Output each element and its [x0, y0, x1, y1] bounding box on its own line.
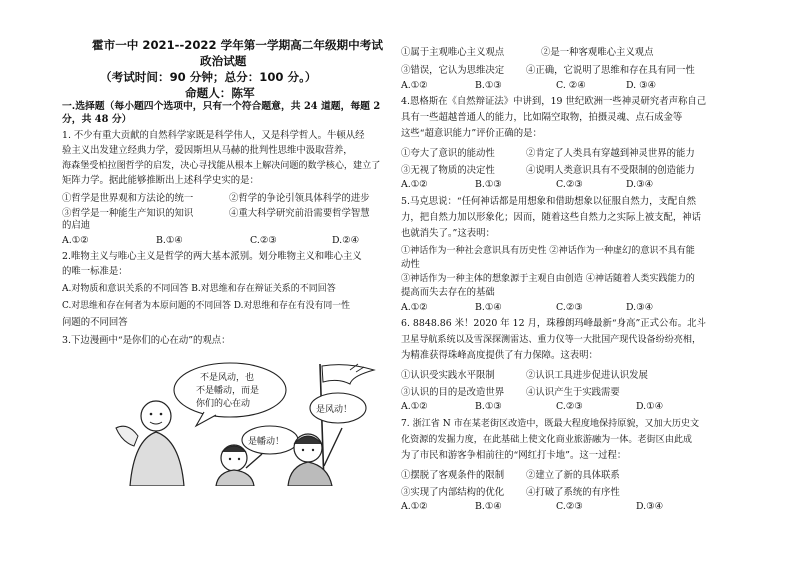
q7-choice-b[interactable]: B.①④	[475, 501, 502, 512]
q1-line-2: 验主义出发建立经典力学，爱因斯坦从马赫的批判性思维中汲取营养，	[62, 145, 353, 156]
q5-option-4-cont: 提高而失去存在的基础	[401, 287, 495, 298]
bubble-text-1c: 你们的心在动	[196, 399, 251, 409]
bubble-text-1a: 不是风动，也	[200, 373, 255, 383]
q2-line-1: 2.唯物主义与唯心主义是哲学的两大基本派别。划分唯物主义和唯心主义	[62, 251, 362, 262]
q4-line-2: 具有一些超越普通人的能力，比如隔空取物，拍摄灵魂、点石成金等	[401, 112, 683, 123]
q7-option-1: ①摆脱了客观条件的限制	[401, 470, 505, 481]
q4-line-3: 这些“超意识能力”评价正确的是：	[401, 128, 542, 139]
author-line: 命题人：陈军	[185, 86, 255, 100]
q5-line-1: 5.马克思说：“任何神话都是用想象和借助想象以征服自然力，支配自然	[401, 196, 696, 207]
q3-option-2: ②是一种客观唯心主义观点	[541, 47, 654, 58]
q4-choice-c[interactable]: C.②③	[556, 179, 583, 190]
q1-option-1: ①哲学是世界观和方法论的统一	[62, 193, 194, 204]
q7-choice-c[interactable]: C.②③	[556, 501, 583, 512]
q1-choice-b[interactable]: B.①④	[156, 235, 183, 246]
q5-line-3: 也就消失了。”这表明：	[401, 228, 495, 239]
q6-line-1: 6. 8848.86 米！2020 年 12 月，珠穆朗玛峰最新“身高”正式公布。北斗	[401, 318, 706, 329]
q7-option-3: ③实现了内部结构的优化	[401, 487, 505, 498]
q4-choice-a[interactable]: A.①②	[401, 179, 428, 190]
q4-choice-d[interactable]: D.③④	[626, 179, 653, 190]
q3-option-3: ③错误，它认为思维决定	[401, 65, 505, 76]
q3-option-1: ①属于主观唯心主义观点	[401, 47, 505, 58]
q6-choice-a[interactable]: A.①②	[401, 401, 428, 412]
q5-choice-c[interactable]: C.②③	[556, 302, 583, 313]
q4-option-3: ③无视了物质的决定性	[401, 165, 495, 176]
q7-choice-d[interactable]: D.③④	[636, 501, 663, 512]
q5-choice-b[interactable]: B.①④	[475, 302, 502, 313]
q5-option-12: ①神话作为一种社会意识具有历史性 ②神话作为一种虚幻的意识不具有能	[401, 246, 695, 256]
q4-line-1: 4.恩格斯在《自然辩证法》中讲到，19 世纪欧洲一些神灵研究者声称自己	[401, 96, 707, 107]
q6-choice-d[interactable]: D.①④	[636, 401, 663, 412]
q1-option-4-cont: 的启迪	[62, 220, 91, 231]
q3-choice-c[interactable]: C. ②④	[556, 80, 586, 91]
exam-title: 霍市一中 2021--2022 学年第一学期高二年级期中考试	[92, 38, 383, 52]
q1-option-2: ②哲学的争论引领具体科学的进步	[229, 193, 370, 204]
exam-info: （考试时间：90 分钟；总分：100 分。）	[100, 70, 317, 84]
q7-line-1: 7. 浙江省 N 市在某老街区改造中，既最大程度地保持原貌，又加大历史文	[401, 419, 700, 429]
q4-choice-b[interactable]: B.①③	[475, 179, 502, 190]
q6-option-2: ②认识工具进步促进认识发展	[526, 370, 648, 381]
q7-line-2: 化资源的发掘力度，在此基础上使文化商业旅游融为一体。老街区由此成	[401, 435, 693, 445]
q5-option-2-cont: 动性	[401, 259, 420, 270]
q6-option-4: ④认识产生于实践需要	[526, 387, 620, 398]
q6-choice-c[interactable]: C.②③	[556, 401, 583, 412]
q7-option-4: ④打破了系统的有序性	[526, 487, 620, 498]
q7-choice-a[interactable]: A.①②	[401, 501, 428, 512]
q1-choice-d[interactable]: D.②④	[332, 235, 359, 246]
q1-line-1: 1. 不少有重大贡献的自然科学家既是科学伟人，又是科学哲人。牛顿从经	[62, 130, 365, 141]
q3-choice-b[interactable]: B.①③	[475, 80, 502, 91]
q1-option-3: ③哲学是一种能生产知识的知识	[62, 208, 194, 219]
bubble-text-2: 是幡动！	[248, 437, 285, 447]
q1-choice-a[interactable]: A.①②	[62, 235, 89, 246]
q5-choice-a[interactable]: A.①②	[401, 302, 428, 313]
q2-option-ab[interactable]: A.对物质和意识关系的不同回答 B.对思维和存在辩证关系的不同回答	[62, 284, 336, 294]
q1-line-3: 海森堡受柏拉图哲学的启发，决心寻找能从根本上解决问题的数学核心，建立了	[62, 161, 381, 171]
q1-line-4: 矩阵力学。据此能够推断出上述科学史实的是：	[62, 175, 259, 186]
q7-option-2: ②建立了新的具体联系	[526, 470, 620, 481]
q2-option-cd[interactable]: C.对思维和存在何者为本原问题的不同回答 D.对思维和存在有没有同一性	[62, 301, 350, 311]
q3-option-4: ④正确，它说明了思维和存在具有同一性	[526, 65, 695, 76]
q6-option-3: ③认识的目的是改造世界	[401, 387, 505, 398]
bubble-text-3: 是风动！	[316, 405, 353, 415]
q3-choice-a[interactable]: A.①②	[401, 80, 428, 91]
bubble-text-1b: 不是幡动，而是	[196, 386, 260, 396]
q6-line-2: 卫星导航系统以及雪深探测雷达、重力仪等一大批国产现代设备纷纷亮相，	[401, 335, 702, 345]
q1-option-4: ④重大科学研究前沿需要哲学智慧	[229, 208, 370, 219]
q3-choice-d[interactable]: D. ③④	[626, 80, 656, 91]
cartoon-illustration	[112, 358, 382, 486]
q4-option-4: ④说明人类意识具有不受限制的创造能力	[526, 165, 695, 176]
section-heading: 一.选择题（每小题四个选项中，只有一个符合题意，共 24 道题，每题 2	[62, 101, 381, 112]
q3-line: 3.下边漫画中“是你们的心在动”的观点：	[62, 335, 231, 346]
q7-line-3: 为了市民和游客争相前往的“网红打卡地”。这一过程：	[401, 450, 627, 461]
q6-option-1: ①认识受实践水平限制	[401, 370, 495, 381]
q4-option-1: ①夸大了意识的能动性	[401, 148, 495, 159]
q2-line-2: 的唯一标准是：	[62, 266, 128, 277]
q1-choice-c[interactable]: C.②③	[250, 235, 277, 246]
q2-option-d-cont: 问题的不同回答	[62, 317, 128, 328]
q6-line-3: 为精准获得珠峰高度提供了有力保障。这表明：	[401, 350, 598, 361]
q5-option-34: ③神话作为一种主体的想象源于主观自由创造 ④神话随着人类实践能力的	[401, 274, 695, 284]
q6-choice-b[interactable]: B.①③	[475, 401, 502, 412]
q5-choice-d[interactable]: D.③④	[626, 302, 653, 313]
subject-title: 政治试题	[200, 54, 247, 68]
q4-option-2: ②肯定了人类具有穿越到神灵世界的能力	[526, 148, 695, 159]
q5-line-2: 力，把自然力加以形象化；因而，随着这些自然力之实际上被支配，神话	[401, 212, 702, 223]
section-heading-cont: 分，共 48 分）	[62, 114, 132, 125]
